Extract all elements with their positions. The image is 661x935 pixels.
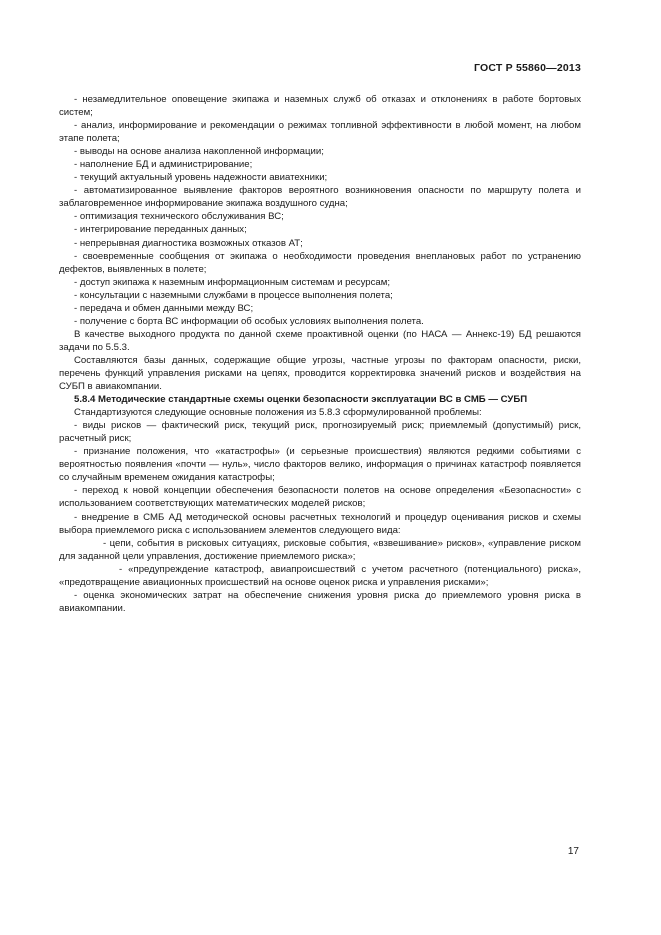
list-item: - переход к новой концепции обеспечения безопасности полетов на основе определения «Безопасности» с использованием соответствующих математических моделей рисков; xyxy=(59,485,581,510)
list-item: - консультации с наземными службами в процессе выполнения полета; xyxy=(74,289,393,301)
body-paragraph: В качестве выходного продукта по данной схеме проактивной оценки (по НАСА — Аннекс-19) БД решаются задачи по 5.5.3. xyxy=(59,328,581,353)
list-item: - анализ, информирование и рекомендации о режимах топливной эффективности в любой момент, на любом этапе полета; xyxy=(59,120,581,145)
list-item: - оптимизация технического обслуживания ВС; xyxy=(74,211,284,223)
list-item: - незамедлительное оповещение экипажа и наземных служб об отказах и отклонениях в работе бортовых систем; xyxy=(59,94,581,119)
list-item: - автоматизированное выявление факторов вероятного возникновения опасности по маршруту полета и заблаговременное информирование экипажа воздушного судна; xyxy=(59,185,581,210)
list-item: - наполнение БД и администрирование; xyxy=(74,159,253,171)
document-body xyxy=(59,93,581,615)
list-item: - выводы на основе анализа накопленной информации; xyxy=(74,146,324,158)
list-item: - внедрение в СМБ АД методической основы расчетных технологий и процедур оценивания рисков и схемы выбора приемлемого риска с использованием элементов следующего вида: xyxy=(59,511,581,536)
list-item: - интегрирование переданных данных; xyxy=(74,224,247,236)
list-item: - доступ экипажа к наземным информационным системам и ресурсам; xyxy=(74,276,390,288)
list-item: - признание положения, что «катастрофы» (и серьезные происшествия) являются редкими событиями с вероятностью появления «почти — нуль», число факторов велико, информация о причинах катастроф появляется со случайным временем ожидания катастрофы; xyxy=(59,446,581,484)
section-heading: 5.8.4 Методические стандартные схемы оценки безопасности эксплуатации ВС в СМБ — СУБП xyxy=(74,394,528,406)
list-item: - виды рисков — фактический риск, текущий риск, прогнозируемый риск; приемлемый (допустимый) риск, расчетный риск; xyxy=(59,420,581,445)
list-item: - своевременные сообщения от экипажа о необходимости проведения внеплановых работ по устранению дефектов, выявленных в полете; xyxy=(59,250,581,275)
standard-designation: ГОСТ Р 55860—2013 xyxy=(473,62,581,74)
sub-list-item: - «предупреждение катастроф, авиапроисшествий с учетом расчетного (потенциального) риска», «предотвращение авиационных происшествий на основе оценок риска и управления рисками»; xyxy=(59,563,581,588)
list-item: - передача и обмен данными между ВС; xyxy=(74,302,254,314)
list-item: - текущий актуальный уровень надежности авиатехники; xyxy=(74,172,328,184)
list-item: - непрерывная диагностика возможных отказов АТ; xyxy=(74,237,303,249)
body-paragraph: Составляются базы данных, содержащие общие угрозы, частные угрозы по факторам опасности, риски, перечень функций управления рисками на цепях, проводится корректировка значений рисков и воздействия на СУБП в авиакомпании. xyxy=(59,354,581,393)
list-item: - оценка экономических затрат на обеспечение снижения уровня риска до приемлемого уровня риска в авиакомпании. xyxy=(59,589,581,614)
sub-list-item: - цепи, события в рисковых ситуациях, рисковые события, «взвешивание» рисков», «управление риском для заданной цели управления, достижение приемлемого риска»; xyxy=(59,537,581,562)
list-item: - получение с борта ВС информации об особых условиях выполнения полета. xyxy=(74,315,424,327)
body-paragraph: Стандартизуются следующие основные положения из 5.8.3 сформулированной проблемы: xyxy=(74,407,482,419)
page-number: 17 xyxy=(567,846,579,857)
